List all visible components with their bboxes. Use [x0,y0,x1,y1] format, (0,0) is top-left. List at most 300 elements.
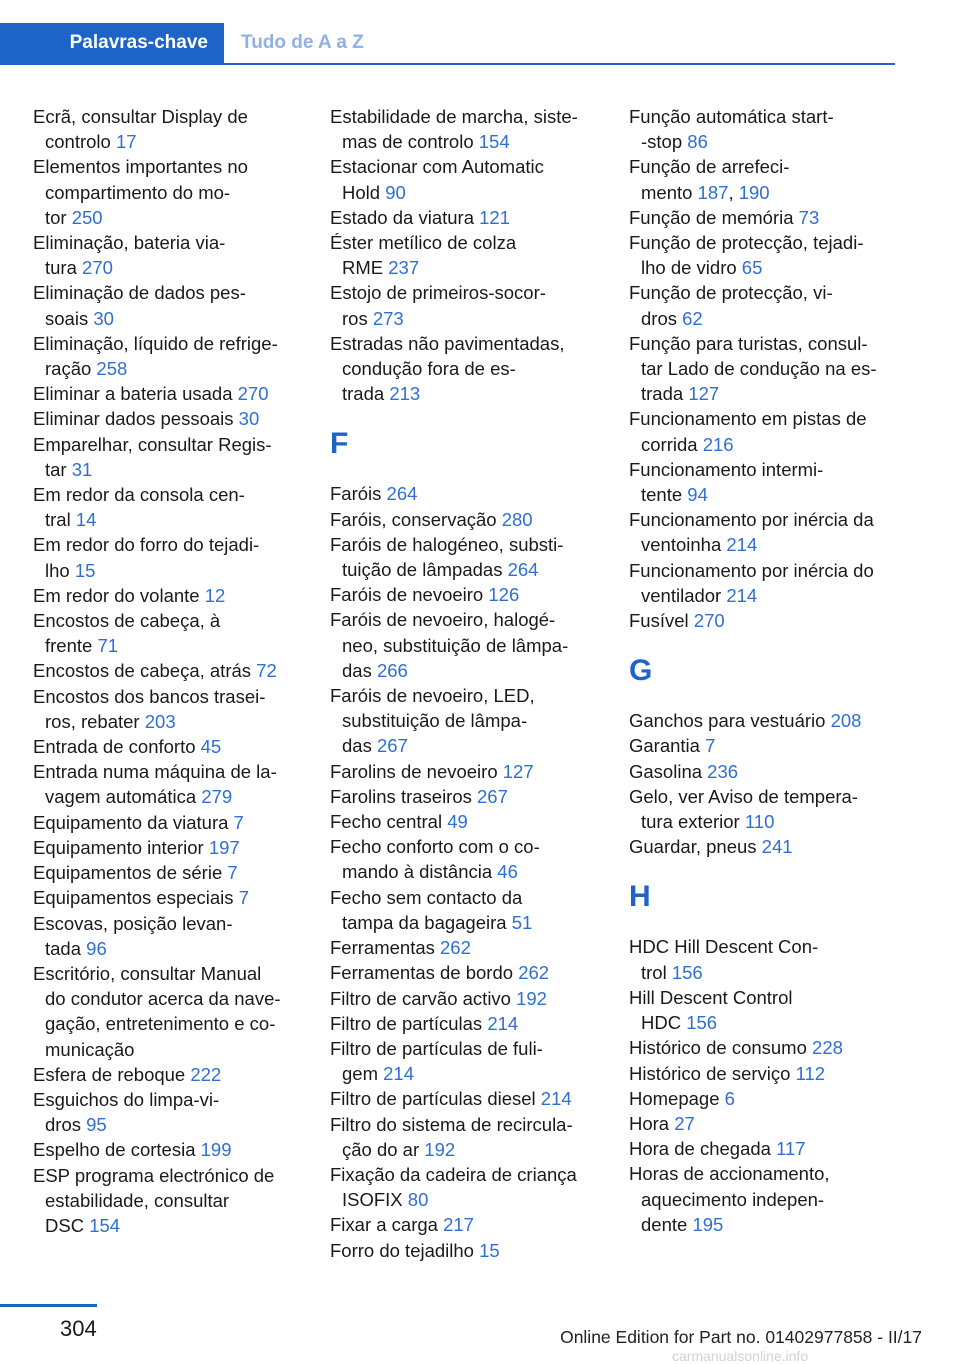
index-term: Hold [342,181,386,203]
section-letter: G [629,654,653,688]
index-line [629,934,904,959]
index-term: RME [342,257,389,279]
page-link[interactable]: 73 [798,206,820,228]
index-term: ros [342,307,373,329]
index-line [629,784,904,809]
page-link[interactable]: 264 [386,483,418,505]
page-link[interactable]: 190 [738,181,770,203]
page-link[interactable]: 7 [705,735,716,757]
index-line [629,532,904,557]
index-term: Escritório, consultar Manual [33,962,262,984]
page-link[interactable]: 96 [86,937,107,959]
page-link[interactable]: 222 [190,1063,222,1085]
page-link[interactable]: 95 [86,1114,107,1136]
edition-note: Online Edition for Part no. 01402977858 - II/17 [560,1327,922,1347]
index-term: Ferramentas [330,937,441,959]
index-line [33,1112,301,1137]
index-term: Função automática start- [629,106,834,127]
index-line [629,432,904,457]
index-term: substituição de lâmpa- [342,710,528,732]
page-link[interactable]: 86 [687,131,708,153]
index-term: Filtro de partículas diesel [330,1088,541,1110]
index-term: Estradas não pavimentadas, [330,332,565,354]
index-line [33,1087,301,1112]
index-term: Fixação da cadeira de criança [330,1163,577,1185]
index-line [33,280,301,305]
index-term: Em redor do forro do tejadi- [33,534,260,556]
index-term: Eliminação, bateria via- [33,232,226,254]
index-line [629,280,904,305]
index-term: tente [641,484,688,506]
index-line [33,381,301,406]
index-line [33,558,301,583]
page-link[interactable]: 7 [238,887,249,909]
index-line [33,532,301,557]
index-line [33,104,301,129]
page-link[interactable]: 280 [501,508,533,530]
index-line [33,356,301,381]
index-line [330,306,605,331]
index-line [330,708,605,733]
index-line [33,1037,301,1062]
tab-a-to-z[interactable]: Tudo de A a Z [241,32,364,53]
index-line [629,583,904,608]
index-line [33,633,301,658]
index-line [629,406,904,431]
index-term: Em redor da consola cen- [33,484,245,506]
index-line [33,507,301,532]
page-link[interactable]: 7 [233,811,244,833]
index-term: mas de controlo [342,131,479,153]
index-line [330,255,605,280]
index-term: mento [641,181,698,203]
page-link[interactable]: 15 [479,1239,500,1261]
index-line [629,1161,904,1186]
index-line [33,432,301,457]
index-term: Éster metílico de colza [330,232,517,254]
page-link[interactable]: 127 [502,760,534,782]
index-term: frente [45,635,98,657]
page-link[interactable]: 192 [516,987,547,1009]
index-term: tada [45,937,87,959]
index-term: Fusível [629,610,694,632]
index-line [33,810,301,835]
index-term: Encostos dos bancos trasei- [33,685,266,707]
index-term: Escovas, posição levan- [33,912,233,934]
section-letter: F [330,427,349,461]
index-term: Horas de accionamento, [629,1163,830,1185]
index-term: trol [641,961,672,983]
index-line [33,709,301,734]
index-term: Histórico de consumo [629,1037,813,1059]
page-link[interactable]: 258 [96,358,128,380]
page-link[interactable]: 197 [208,836,240,858]
page-link[interactable]: 264 [507,559,539,581]
index-term: Gelo, ver Aviso de tempera- [629,785,858,807]
index-term: Equipamento da viatura [33,811,234,833]
index-term: gem [342,1063,384,1085]
index-term: trada [342,383,390,405]
page-link[interactable]: 267 [376,735,408,757]
index-term: das [342,735,377,757]
index-line [33,986,301,1011]
index-line [33,1137,301,1162]
tab-keywords[interactable]: Palavras-chave [0,23,224,63]
index-line [629,129,904,154]
index-line [330,910,605,935]
page-link[interactable]: 192 [424,1138,456,1160]
index-line [629,1086,904,1111]
index-term: aquecimento indepen- [641,1188,825,1210]
index-line [629,154,904,179]
page-link[interactable]: 112 [795,1062,826,1084]
index-line [330,935,605,960]
index-term: Estado da viatura [330,206,480,228]
index-term: dros [641,307,683,329]
index-line [330,557,605,582]
page-link[interactable]: 214 [726,584,758,606]
index-term: trada [641,383,689,405]
index-term: Funcionamento em pistas de [629,408,867,430]
footer-accent-bar [0,1304,97,1307]
index-term: tuição de lâmpadas [342,559,508,581]
index-line [629,356,904,381]
index-line [629,733,904,758]
index-line [33,154,301,179]
index-term: tral [45,509,76,531]
index-column-2 [330,104,605,1263]
index-line [629,1187,904,1212]
index-term: dros [45,1114,87,1136]
index-line [330,633,605,658]
index-line [33,129,301,154]
index-term: Faróis de nevoeiro, halogé- [330,609,556,631]
page-link[interactable]: 214 [726,534,758,556]
index-term: -stop [641,131,688,153]
index-term: do condutor acerca da nave- [45,988,281,1010]
page-link[interactable]: 72 [256,660,277,682]
index-line [33,734,301,759]
index-line [330,180,605,205]
index-line [330,960,605,985]
index-line [629,1136,904,1161]
index-term: Ganchos para vestuário [629,710,831,732]
index-term: Emparelhar, consultar Regis- [33,433,272,455]
index-line [33,759,301,784]
page-link[interactable]: 236 [707,760,739,782]
index-term: Hora [629,1112,675,1134]
index-line [330,507,605,532]
index-term: Fecho conforto com o co- [330,836,540,858]
index-term: HDC Hill Descent Con- [629,936,819,958]
index-line [330,532,605,557]
index-term: Eliminar a bateria usada [33,383,238,405]
index-column-1 [33,104,301,1238]
index-line [330,1112,605,1137]
index-line [629,255,904,280]
index-line [629,507,904,532]
index-term: neo, substituição de lâmpa- [342,634,569,656]
index-line [330,1011,605,1036]
index-term: Fixar a carga [330,1214,444,1236]
index-line [33,961,301,986]
index-term: Equipamentos de série [33,862,228,884]
index-line [33,684,301,709]
index-term: Entrada numa máquina de la- [33,761,277,783]
index-line [629,331,904,356]
index-line [330,582,605,607]
index-term: ção do ar [342,1138,425,1160]
page-link[interactable]: 94 [687,484,708,506]
index-term: das [342,659,377,681]
page-link[interactable]: 110 [744,811,775,833]
index-term: tura exterior [641,811,745,833]
page-link[interactable]: 71 [97,635,119,657]
index-term: Estacionar com Automatic [330,156,544,178]
index-term: ros, rebater [45,710,145,732]
page-link[interactable]: 262 [518,962,550,984]
page-link[interactable]: 279 [201,786,233,808]
index-term: controlo [45,131,116,153]
page-link[interactable]: 14 [75,509,97,531]
page-link[interactable]: 27 [674,1112,695,1134]
index-term: Função para turistas, consul- [629,332,868,354]
index-term: Funcionamento por inércia do [629,559,874,581]
index-line [629,1212,904,1237]
index-line [629,230,904,255]
index-line [629,985,904,1010]
index-term: mando à distância [342,861,498,883]
index-line [330,809,605,834]
index-term: Função de memória [629,206,799,228]
index-line [330,1086,605,1111]
index-term: municação [45,1038,135,1060]
index-term: Esfera de reboque [33,1063,191,1085]
index-term: Função de protecção, vi- [629,282,833,304]
page-link[interactable]: 62 [682,307,703,329]
index-term: Equipamento interior [33,836,209,858]
page-link[interactable]: 154 [89,1214,121,1236]
page-link[interactable]: 127 [688,383,720,405]
index-line [629,1061,904,1086]
index-term: tar [45,458,72,480]
index-term: Eliminação, líquido de refrige- [33,332,278,354]
index-line [33,658,301,683]
index-term: Faróis [330,483,387,505]
page-link[interactable]: 208 [830,710,862,732]
page-link[interactable]: 7 [227,862,238,884]
tab-bar [0,23,895,65]
index-line [330,1137,605,1162]
index-line [330,154,605,179]
index-term: Farolins traseiros [330,785,478,807]
index-term: Filtro de carvão activo [330,987,517,1009]
index-line [33,255,301,280]
index-line [330,381,605,406]
page-link[interactable]: 45 [200,736,222,758]
index-term: Gasolina [629,760,708,782]
page-link[interactable]: 228 [812,1037,843,1059]
page-link[interactable]: 31 [71,458,93,480]
page-link[interactable]: 187 [697,181,729,203]
page-link[interactable]: 30 [93,307,114,329]
index-term: Histórico de serviço [629,1062,796,1084]
index-separator: , [728,181,739,203]
page-link[interactable]: 17 [115,131,137,153]
index-term: Eliminação de dados pes- [33,282,246,304]
index-line [33,1188,301,1213]
index-term: Faróis, conservação [330,508,502,530]
index-line [33,331,301,356]
page-link[interactable]: 266 [376,659,408,681]
index-term: Equipamentos especiais [33,887,239,909]
index-term: lho de vidro [641,257,742,279]
index-term: Homepage [629,1087,725,1109]
index-line [330,607,605,632]
index-line [629,558,904,583]
index-term: Funcionamento por inércia da [629,509,874,531]
index-term: Garantia [629,735,706,757]
watermark: carmanualsonline.info [672,1348,809,1364]
index-term: Filtro de partículas de fuli- [330,1037,543,1059]
index-term: ração [45,358,97,380]
index-term: Função de arrefeci- [629,156,790,178]
index-line [33,1163,301,1188]
index-term: Em redor do volante [33,584,205,606]
page-link[interactable]: 270 [237,383,269,405]
index-line [33,911,301,936]
page-link[interactable]: 203 [144,710,176,732]
page-link[interactable]: 216 [702,433,734,455]
index-term: Hora de chegada [629,1138,777,1160]
index-term: Hill Descent Control [629,986,793,1008]
index-line [33,1213,301,1238]
page-link[interactable]: 270 [693,610,725,632]
index-line [33,885,301,910]
index-term: condução fora de es- [342,358,516,380]
page-link[interactable]: 156 [686,1012,718,1034]
index-line [629,205,904,230]
page-link[interactable]: 154 [478,131,510,153]
index-line [629,180,904,205]
index-line [33,205,301,230]
index-line [629,708,904,733]
index-line [33,936,301,961]
index-term: Entrada de conforto [33,736,201,758]
index-line [33,306,301,331]
index-line [33,406,301,431]
page-link[interactable]: 117 [776,1138,806,1160]
page-link[interactable]: 156 [671,961,703,983]
index-line [33,784,301,809]
index-line [629,759,904,784]
index-term: Forro do tejadilho [330,1239,480,1261]
index-line [330,683,605,708]
index-line [629,482,904,507]
page-link[interactable]: 213 [389,383,421,405]
index-line [629,457,904,482]
page-link[interactable]: 90 [385,181,406,203]
index-term: ISOFIX [342,1189,408,1211]
index-term: corrida [641,433,703,455]
page-link[interactable]: 12 [204,584,226,606]
index-term: gação, entretenimento e co- [45,1013,276,1035]
index-term: tampa da bagageira [342,911,512,933]
index-line [33,482,301,507]
index-term: HDC [641,1012,687,1034]
index-line [330,331,605,356]
index-line [629,809,904,834]
page-link[interactable]: 65 [741,257,763,279]
index-line [629,608,904,633]
index-line [33,230,301,255]
page-link[interactable]: 217 [443,1214,474,1236]
index-line [330,356,605,381]
index-term: ventilador [641,584,727,606]
index-line [33,860,301,885]
index-term: Fecho sem contacto da [330,886,523,908]
index-term: lho [45,559,75,581]
index-line [330,481,605,506]
index-line [629,381,904,406]
page-link[interactable]: 30 [238,408,260,430]
index-term: Fecho central [330,811,448,833]
page-link[interactable]: 15 [74,559,96,581]
index-term: Faróis de nevoeiro [330,584,489,606]
page-link[interactable]: 214 [487,1012,519,1034]
index-term: soais [45,307,94,329]
index-term: Elementos importantes no [33,156,248,178]
index-line [330,759,605,784]
page-link[interactable]: 214 [383,1063,415,1085]
index-term: Encostos de cabeça, à [33,610,221,632]
page-link[interactable]: 46 [497,861,518,883]
index-term: Espelho de cortesia [33,1139,201,1161]
index-line [330,1212,605,1237]
index-line [330,104,605,129]
page-link[interactable]: 250 [71,206,103,228]
index-term: Estabilidade de marcha, siste- [330,106,578,127]
page-link[interactable]: 237 [388,257,420,279]
index-term: vagem automática [45,786,202,808]
index-term: compartimento do mo- [45,181,231,203]
page-link[interactable]: 126 [488,584,520,606]
page-link[interactable]: 80 [407,1189,429,1211]
page-link[interactable]: 121 [479,206,510,228]
section-letter: H [629,880,651,914]
index-column-3 [629,104,904,1237]
index-line [330,885,605,910]
page-link[interactable]: 270 [82,257,113,279]
page-link[interactable]: 49 [447,811,468,833]
page-link[interactable]: 51 [511,911,533,933]
index-term: Ecrã, consultar Display de [33,106,248,127]
page-link[interactable]: 214 [540,1088,572,1110]
page-link[interactable]: 6 [724,1087,735,1109]
index-line [33,1011,301,1036]
index-term: dente [641,1213,693,1235]
page-link[interactable]: 273 [372,307,404,329]
page-link[interactable]: 262 [440,937,471,959]
index-line [629,1010,904,1035]
page-link[interactable]: 195 [692,1213,724,1235]
page-link[interactable]: 267 [477,785,508,807]
index-line [330,280,605,305]
index-line [33,1062,301,1087]
index-line [330,129,605,154]
page-link[interactable]: 241 [761,836,793,858]
page-link[interactable]: 199 [200,1139,232,1161]
